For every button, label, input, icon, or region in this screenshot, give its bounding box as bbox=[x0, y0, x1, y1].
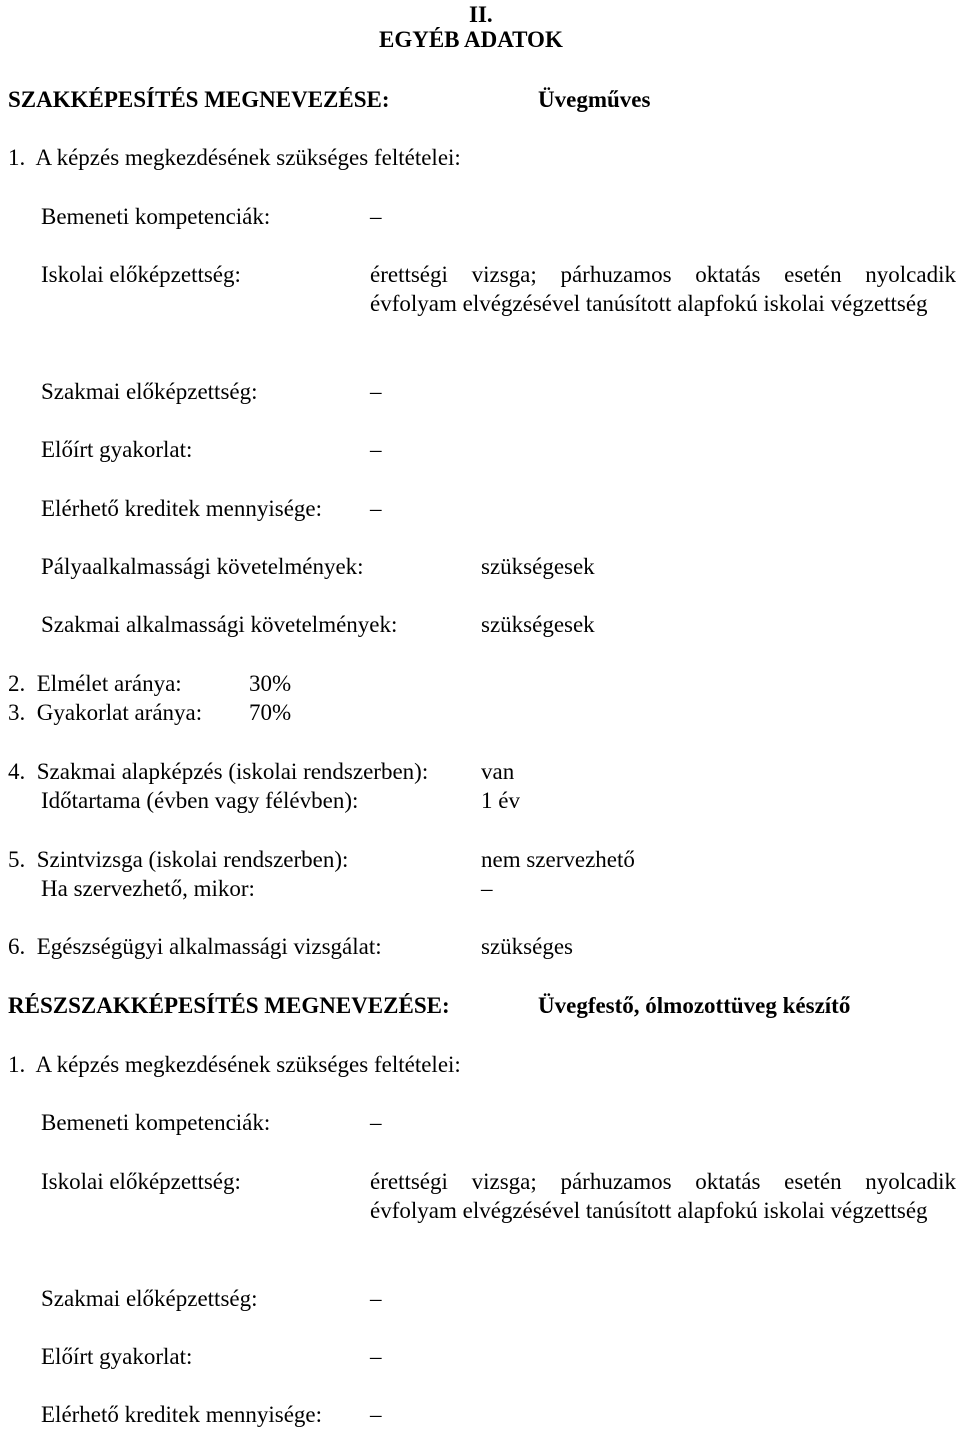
qualification-value: Üvegműves bbox=[538, 87, 651, 112]
duration-label: Időtartama (évben vagy félévben): bbox=[41, 788, 359, 813]
level-exam-when-label: Ha szervezhető, mikor: bbox=[41, 876, 255, 901]
credits-value: – bbox=[370, 496, 382, 521]
partial-professional-prereq-label: Szakmai előképzettség: bbox=[41, 1286, 258, 1311]
qualification-label: SZAKKÉPESÍTÉS MEGNEVEZÉSE: bbox=[8, 87, 390, 112]
partial-qualification-value: Üvegfestő, ólmozottüveg készítő bbox=[538, 993, 851, 1018]
level-exam-label: 5. Szintvizsga (iskolai rendszerben): bbox=[8, 847, 349, 872]
required-practice-value: – bbox=[370, 437, 382, 462]
entry-competencies-label: Bemeneti kompetenciák: bbox=[41, 204, 271, 229]
partial-professional-prereq-value: – bbox=[370, 1286, 382, 1311]
basic-training-label: 4. Szakmai alapképzés (iskolai rendszerben): bbox=[8, 759, 429, 784]
basic-training-value: van bbox=[481, 759, 515, 784]
item-1-heading: 1. A képzés megkezdésének szükséges feltételei: bbox=[8, 145, 461, 170]
practice-ratio-label: 3. Gyakorlat aránya: bbox=[8, 700, 203, 725]
prof-suitability-label: Szakmai alkalmassági követelmények: bbox=[41, 612, 398, 637]
theory-ratio-label: 2. Elmélet aránya: bbox=[8, 671, 182, 696]
partial-required-practice-value: – bbox=[370, 1344, 382, 1369]
partial-credits-value: – bbox=[370, 1402, 382, 1427]
section-number: II. bbox=[469, 2, 493, 27]
health-exam-label: 6. Egészségügyi alkalmassági vizsgálat: bbox=[8, 934, 382, 959]
partial-item-1-heading: 1. A képzés megkezdésének szükséges feltételei: bbox=[8, 1052, 461, 1077]
prof-suitability-value: szükségesek bbox=[481, 612, 595, 637]
required-practice-label: Előírt gyakorlat: bbox=[41, 437, 193, 462]
entry-competencies-value: – bbox=[370, 204, 382, 229]
career-req-value: szükségesek bbox=[481, 554, 595, 579]
duration-value: 1 év bbox=[481, 788, 520, 813]
professional-prereq-value: – bbox=[370, 379, 382, 404]
level-exam-value: nem szervezhető bbox=[481, 847, 635, 872]
partial-entry-competencies-value: – bbox=[370, 1110, 382, 1135]
professional-prereq-label: Szakmai előképzettség: bbox=[41, 379, 258, 404]
level-exam-when-value: – bbox=[481, 876, 493, 901]
credits-label: Elérhető kreditek mennyisége: bbox=[41, 496, 323, 521]
school-prereq-value: érettségi vizsga; párhuzamos oktatás esetén nyolcadik évfolyam elvégzésével tanúsított alapfokú iskolai végzettség bbox=[370, 262, 956, 316]
health-exam-value: szükséges bbox=[481, 934, 573, 959]
partial-school-prereq-value: érettségi vizsga; párhuzamos oktatás esetén nyolcadik évfolyam elvégzésével tanúsított alapfokú iskolai végzettség bbox=[370, 1169, 956, 1223]
practice-ratio-value: 70% bbox=[249, 700, 292, 725]
section-title: EGYÉB ADATOK bbox=[379, 27, 563, 52]
partial-credits-label: Elérhető kreditek mennyisége: bbox=[41, 1402, 323, 1427]
theory-ratio-value: 30% bbox=[249, 671, 292, 696]
partial-entry-competencies-label: Bemeneti kompetenciák: bbox=[41, 1110, 271, 1135]
partial-required-practice-label: Előírt gyakorlat: bbox=[41, 1344, 193, 1369]
career-req-label: Pályaalkalmassági követelmények: bbox=[41, 554, 364, 579]
partial-qualification-label: RÉSZSZAKKÉPESÍTÉS MEGNEVEZÉSE: bbox=[8, 993, 450, 1018]
school-prereq-label: Iskolai előképzettség: bbox=[41, 262, 241, 287]
partial-school-prereq-label: Iskolai előképzettség: bbox=[41, 1169, 241, 1194]
